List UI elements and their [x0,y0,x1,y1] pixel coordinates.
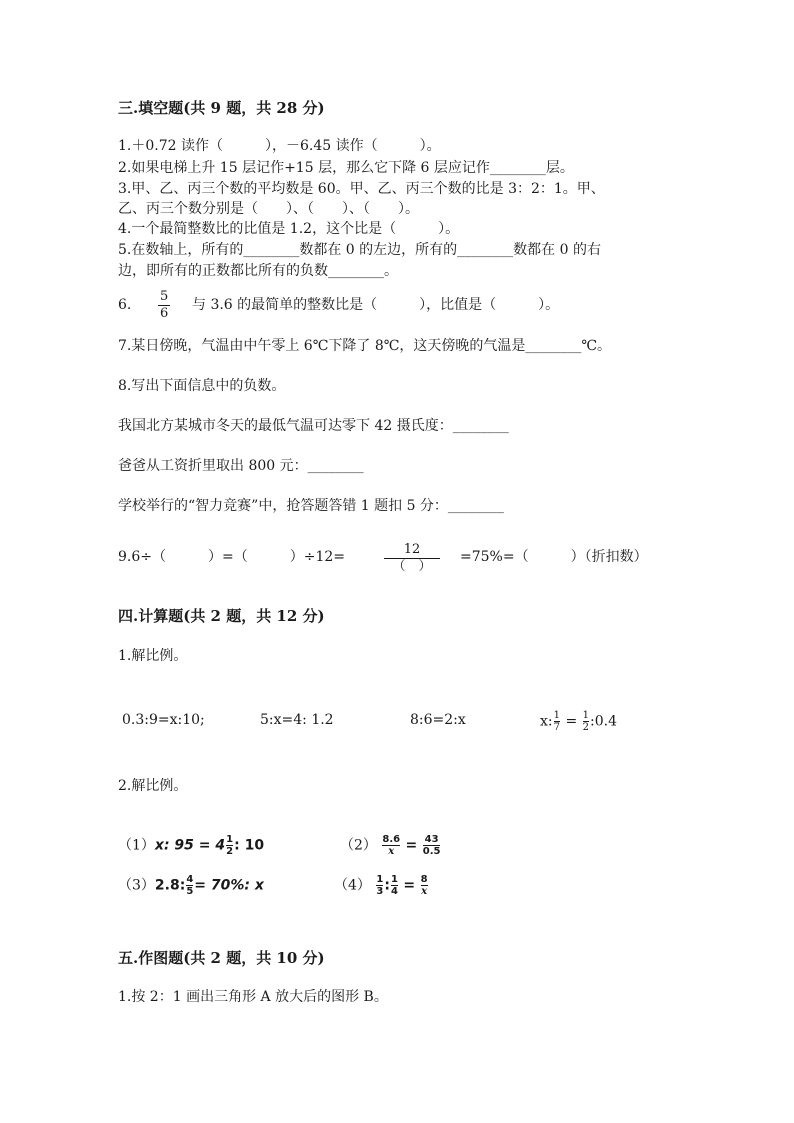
fraction-denominator: （ ） [392,559,432,574]
proportion-2: 5:x=4: 1.2 [260,712,334,728]
question-3-8-item-b: 爸爸从工资折里取出 800 元：________ [118,458,364,474]
section-5-title: 五.作图题(共 2 题，共 10 分) [118,949,325,967]
question-3-9-right: =75%=（ ）（折扣数） [460,549,648,565]
fraction-denominator: x [388,846,395,857]
fraction-numerator: 1 [390,874,398,885]
fraction-four-fifths [186,874,193,897]
equals-sign: = [565,713,578,730]
proportion-4 [540,710,617,733]
question-4-2: 2.解比例。 [118,778,188,794]
fraction-denominator: 7 [553,722,560,733]
fraction-numerator: 43 [424,834,439,845]
question-3-3-line1: 3.甲、乙、丙三个数的平均数是 60。甲、乙、丙三个数的比是 3：2：1。甲、 [118,181,605,197]
equation-2: （2） $\frac{8.6}{x}$ = $\frac{43}{0.5}$ [340,834,441,857]
question-3-8-item-a: 我国北方某城市冬天的最低气温可达零下 42 摄氏度：________ [118,418,509,434]
proportion-1: 0.3:9=x:10; [122,712,205,728]
equation-1-tail: : 10 [234,837,265,854]
question-3-5-line1: 5.在数轴上，所有的________数都在 0 的左边，所有的________数都在 0 的右 [118,242,601,258]
fraction-numerator: 1 [226,834,234,845]
question-3-3-line2: 乙、丙三个数分别是（ ）、（ ）、（ ）。 [118,201,419,217]
question-3-1: 1.＋0.72 读作（ ），－6.45 读作（ ）。 [118,138,441,154]
equation-3 [118,874,264,897]
fraction-one-half [226,834,233,857]
equation-3-tail: = 70%: x [194,877,264,894]
fraction-denominator: 0.5 [422,846,441,857]
equation-1-label: （1） [118,837,155,854]
equation-2-label: （2） [340,837,377,854]
fraction-denominator: 3 [376,886,384,897]
fraction-numerator: 4 [186,874,194,885]
question-3-8-item-c: 学校举行的“智力竞赛”中，抢答题答错 1 题扣 5 分：________ [118,498,504,514]
question-3-2: 2.如果电梯上升 15 层记作+15 层，那么它下降 6 层应记作________层。 [118,160,574,176]
fraction-numerator: 1 [582,710,590,721]
proportion-4-end: :0.4 [590,713,617,730]
fraction-denominator: 6 [160,306,169,321]
fraction-denominator: 2 [226,846,234,857]
question-4-1: 1.解比例。 [118,648,188,664]
question-3-8: 8.写出下面信息中的负数。 [118,378,286,394]
fraction-one-quarter [391,874,398,897]
proportion-3: 8:6=2:x [410,712,466,728]
fraction-43-over-0.5 [423,834,441,857]
equation-3-text: 2.8: [154,877,186,894]
fraction-denominator: 2 [582,722,590,733]
equation-4-label: （4） [334,877,371,894]
fraction-one-seventh [554,710,560,733]
fraction-five-sixths [158,289,170,322]
section-3-title: 三.填空题(共 9 题，共 28 分) [118,99,325,117]
fraction-one-third [376,874,383,897]
proportion-4-start: x: [540,713,553,730]
fraction-8.6-over-x [382,834,400,857]
question-3-9-left: 9.6÷（ ）=（ ）÷12= [118,549,346,565]
fraction-numerator: 12 [403,542,421,557]
question-5-1: 1.按 2：1 画出三角形 A 放大后的图形 B。 [118,989,388,1005]
fraction-twelve-over-blank [384,542,440,575]
fraction-numerator: 8 [420,874,428,885]
question-3-5-line2: 边，即所有的正数都比所有的负数________。 [118,263,398,279]
fraction-8-over-x [421,874,428,897]
section-4-title: 四.计算题(共 2 题，共 12 分) [118,607,325,625]
question-3-6-text: 与 3.6 的最简单的整数比是（ ），比值是（ ）。 [192,297,560,313]
question-3-4: 4.一个最简整数比的比值是 1.2，这个比是（ ）。 [118,221,460,237]
equation-1-text: x: 95 = 4 [154,837,226,854]
fraction-numerator: 5 [160,289,169,304]
fraction-denominator: x [421,886,428,897]
fraction-denominator: 5 [186,886,194,897]
fraction-numerator: 1 [376,874,384,885]
equation-4: （4） $\frac{1}{3}$ : $\frac{1}{4}$ = $\frac{8}{x}$ [334,874,428,897]
fraction-one-half [583,710,589,733]
fraction-denominator: 4 [390,886,398,897]
equation-3-label: （3） [118,877,155,894]
fraction-numerator: 8.6 [382,834,401,845]
question-3-6-number: 6. [118,297,132,313]
equation-1 [118,834,264,857]
question-3-7: 7.某日傍晚，气温由中午零上 6℃下降了 8℃，这天傍晚的气温是________℃。 [118,338,612,354]
fraction-numerator: 1 [553,710,560,721]
